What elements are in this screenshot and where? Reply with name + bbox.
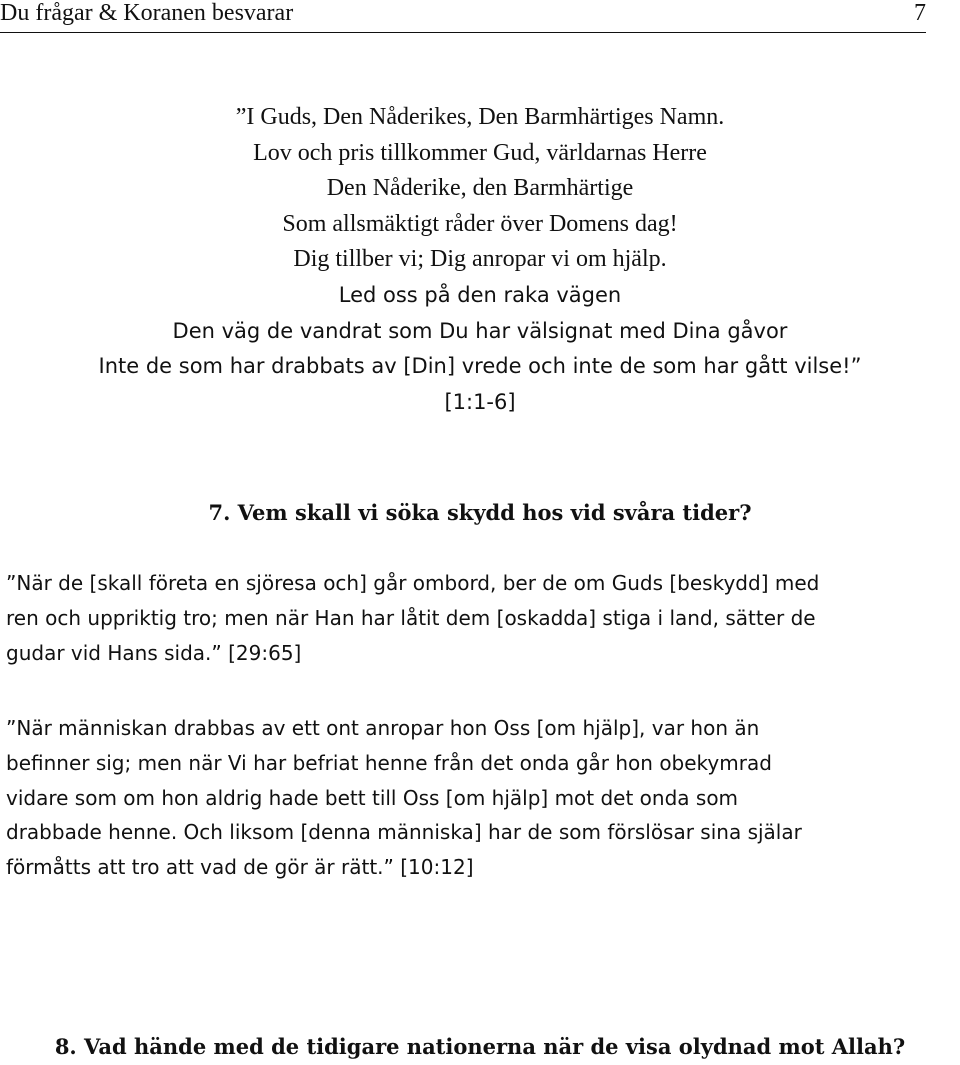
paragraph-line: förmåtts att tro att vad de gör är rätt.” [10:12] xyxy=(6,855,474,880)
quote-line: Dig tillber vi; Dig anropar vi om hjälp. xyxy=(293,246,667,273)
paragraph-line: befinner sig; men när Vi har befriat henne från det onda går hon obekymrad xyxy=(6,750,772,775)
quote-line: Inte de som har drabbats av [Din] vrede och inte de som har gått vilse!” xyxy=(98,354,862,379)
section-7-heading: 7. Vem skall vi söka skydd hos vid svåra tider? xyxy=(208,500,752,525)
quote-line: Led oss på den raka vägen xyxy=(338,282,622,307)
page-number: 7 xyxy=(914,0,926,26)
running-header xyxy=(0,0,926,33)
quote-line: Den väg de vandrat som Du har välsignat med Dina gåvor xyxy=(172,318,788,343)
quote-line: Lov och pris tillkommer Gud, världarnas Herre xyxy=(253,139,707,166)
section-7-paragraph-1 xyxy=(6,566,956,670)
section-8-heading: 8. Vad hände med de tidigare nationerna när de visa olydnad mot Allah? xyxy=(54,1034,906,1059)
paragraph-line: vidare som om hon aldrig hade bett till Oss [om hjälp] mot det onda som xyxy=(6,785,739,810)
quote-line: ”I Guds, Den Nåderikes, Den Barmhärtiges Namn. xyxy=(235,104,725,130)
quote-line: Den Nåderike, den Barmhärtige xyxy=(326,175,634,202)
paragraph-line: ren och uppriktig tro; men när Han har låtit dem [oskadda] stiga i land, sätter de xyxy=(6,605,816,630)
quote-line: Som allsmäktigt råder över Domens dag! xyxy=(282,210,678,237)
paragraph-line: ”När människan drabbas av ett ont anropar hon Oss [om hjälp], var hon än xyxy=(6,716,760,740)
paragraph-line: ”När de [skall företa en sjöresa och] går ombord, ber de om Guds [beskydd] med xyxy=(6,571,820,595)
paragraph-line: drabbade henne. Och liksom [denna människa] har de som förslösar sina själar xyxy=(6,820,802,845)
quran-quote-block xyxy=(0,100,960,420)
section-7-paragraph-2 xyxy=(6,711,956,885)
running-header-title: Du frågar & Koranen besvarar xyxy=(0,0,294,26)
paragraph-line: gudar vid Hans sida.” [29:65] xyxy=(6,640,302,665)
quote-reference: [1:1-6] xyxy=(444,389,516,414)
